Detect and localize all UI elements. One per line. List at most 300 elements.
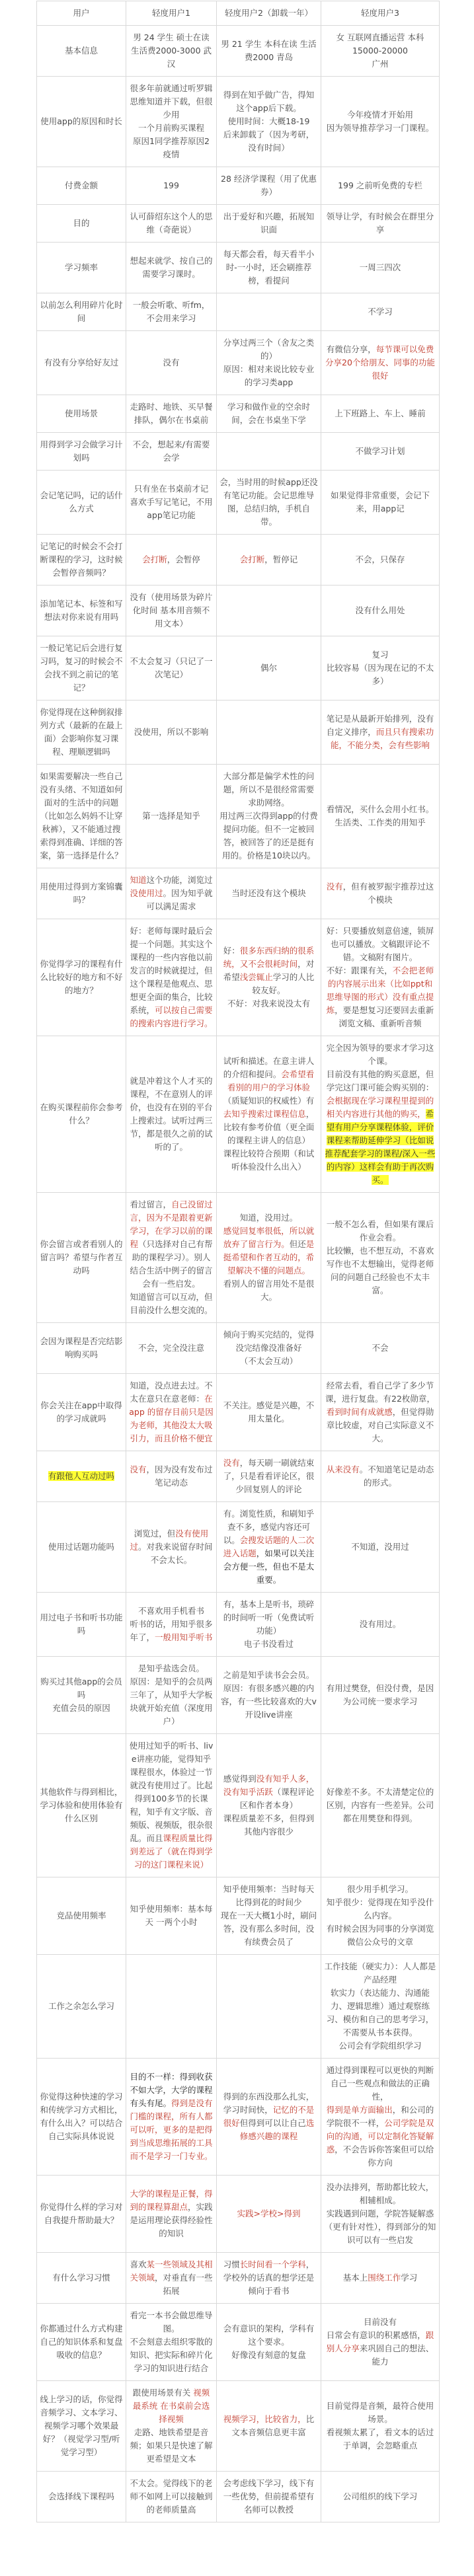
cell-line (40, 1238, 123, 1277)
cell-text: 不太会。觉得线下的老师不如网上可以接触到的老师质量高 (130, 2478, 213, 2515)
cell-text: 原因：相对来说比较专业的学习类app (223, 364, 315, 387)
user1-cell (126, 2472, 217, 2522)
cell-line (219, 887, 318, 900)
cell-line (324, 2271, 436, 2285)
cell-line (219, 1772, 318, 1812)
user3-cell (321, 1323, 440, 1374)
question-cell (37, 1877, 126, 1955)
cell-text: 工作技能（硬实力）：人人都是产品经理 (324, 1961, 436, 1985)
user1-cell (126, 167, 217, 205)
cell-line (40, 1786, 123, 1825)
table-row (37, 26, 440, 77)
cell-text: 工作之余怎么学习 (48, 2001, 114, 2011)
cell-text: 付费金额 (64, 180, 98, 190)
cell-line (324, 2181, 436, 2207)
cell-text: 比较容易（因为现在记的不太多） (326, 663, 434, 686)
cell-text: 日常会有意识的积累感悟， (326, 2330, 426, 2340)
cell-text: 听书的话，用知乎很多年了， (130, 1619, 213, 1642)
cell-line (324, 179, 436, 192)
cell-text: 。不知道笔记是动态的形式。 (359, 1464, 434, 1488)
table-row (37, 636, 440, 701)
cell-line (324, 662, 436, 688)
cell-line (324, 553, 436, 566)
emphasis-text: 长时间看一个学科 (239, 2259, 306, 2269)
cell-line (219, 2090, 318, 2143)
cell-line (129, 1903, 214, 1929)
cell-line (324, 407, 436, 420)
user1-cell (126, 2253, 217, 2304)
user1-cell (126, 636, 217, 701)
question-cell (37, 919, 126, 1036)
user1-cell (126, 919, 217, 1036)
emphasis-text: 会打断 (239, 554, 265, 564)
cell-text: 没使用，所以不影响 (134, 727, 209, 737)
user2-cell (217, 205, 321, 243)
user3-cell (321, 2472, 440, 2522)
user1-cell (126, 1734, 217, 1877)
user1-cell (126, 1877, 217, 1955)
cell-text: 会因为课程是否完结影响购买吗 (40, 1336, 123, 1359)
cell-line (219, 1055, 318, 1147)
cell-text: 你觉得现在这种倒叙排列方式（最新的在最上面）会影响你复习课程、理顺逻辑吗 (40, 707, 123, 757)
question-cell (37, 433, 126, 471)
cell-text: 不学习 (368, 307, 393, 317)
cell-line (219, 2322, 318, 2349)
cell-line (40, 2490, 123, 2503)
cell-text: 不好：对我来说没太有 (227, 999, 310, 1008)
user2-cell (217, 2176, 321, 2253)
cell-text: 如果需要解决一些自己没有头绪、不知道如何面对的生活中的问题（比如怎么妈妈不让穿秋裤），又不能通过搜索得到准确、详细的答案，第一选择是什么？ (40, 771, 123, 860)
cell-text: 公司组织的线下学习 (342, 2491, 418, 2501)
cell-line (324, 1342, 436, 1355)
cell-line (219, 810, 318, 862)
cell-text: 用过两三次得到app的付费提问功能。但不一定被回答，被回答了的还是挺有用的。价格是10块以内。 (219, 811, 318, 860)
cell-line (219, 1355, 318, 1368)
cell-line (40, 2090, 123, 2143)
cell-text: 原因：有很多感兴趣的内容，有一些比较喜欢的大v开设live讲座 (221, 1683, 317, 1720)
cell-line (40, 1101, 123, 1127)
cell-line (324, 1786, 436, 1825)
cell-line (40, 958, 123, 997)
cell-text: 学习和做作业的空余时间，会在书桌坐下学 (227, 402, 310, 425)
user3-cell (321, 331, 440, 395)
table-row (37, 293, 440, 331)
table-row (37, 586, 440, 636)
emphasis-text: 视频最系统 在书桌前会选择视频 (132, 2388, 210, 2424)
cell-text: 不好：跟课有关， (326, 966, 393, 975)
cell-line (219, 1638, 318, 1651)
user2-cell (217, 1374, 321, 1451)
cell-line (219, 553, 318, 566)
table-row (37, 1193, 440, 1323)
table-row (37, 167, 440, 205)
user3-cell (321, 868, 440, 919)
user2-cell (217, 1955, 321, 2059)
emphasis-text: 课程质量比得到差远了（就在得到学习的这门课程来说） (130, 1833, 213, 1870)
emphasis-text: 会希望看看别的用户的学习体验 (227, 1069, 315, 1092)
cell-text: 学习的人比较友好。 (252, 972, 315, 995)
cell-line (324, 2316, 436, 2329)
question-cell (37, 1036, 126, 1193)
cell-line (324, 210, 436, 237)
table-header-row (37, 1, 440, 26)
emphasis-text: 公司学院是双向的沟通，可以定制化答疑解惑 (326, 2118, 434, 2154)
cell-text: 知乎使用频率：基本每天 一两个小时 (130, 1904, 213, 1927)
cell-text: 基本信息 (64, 46, 98, 56)
cell-text: 添加笔记本、标签和写想法对你来说有用吗 (40, 599, 123, 622)
cell-text: 男 21 学生 本科在读 生活费2000 青岛 (221, 39, 317, 62)
cell-line (40, 179, 123, 192)
cell-line (324, 2426, 436, 2452)
cell-line (40, 217, 123, 230)
cell-text: 每天都会看，每天看半小时-一小时，还会刷推荐榜，看提问 (223, 249, 315, 285)
question-cell (37, 395, 126, 433)
user1-cell (126, 1502, 217, 1593)
cell-line (129, 1291, 214, 1317)
cell-line (129, 2386, 214, 2426)
user1-cell (126, 395, 217, 433)
user2-cell (217, 1593, 321, 1657)
cell-text: 以前怎么利用碎片化时间 (40, 300, 123, 323)
user2-cell (217, 2381, 321, 2472)
cell-text: 不喜欢用手机看书 (138, 1606, 204, 1616)
cell-line (219, 2207, 318, 2220)
user2-cell (217, 1877, 321, 1955)
header-cell-user1: 轻度用户1 (126, 1, 217, 26)
cell-text: 199 之前听免费的专栏 (338, 180, 422, 190)
cell-text: 好：老师每课时最后会提一个问题。其实这个课程的一些内容他以前发言的时候就提过，但这个课程是他观点、思想更全面的集合，比较系统， (130, 926, 213, 1015)
cell-text: 没有用过。 (359, 1619, 401, 1629)
cell-text: 课程质量差不多，但得到其他内容很少 (223, 1813, 315, 1837)
cell-line (219, 2258, 318, 2298)
cell-text: ，对希望 (223, 959, 315, 982)
cell-text: 会有意识的架构，学科有这个要求。 (223, 2324, 315, 2347)
cell-text: 男 24 学生 硕士在读 生活费2000-3000 武汉 (130, 32, 212, 69)
cell-text: ，会暂停 (167, 554, 200, 564)
cell-line (324, 1068, 436, 1187)
user3-cell (321, 919, 440, 1036)
cell-line (219, 210, 318, 237)
cell-line (40, 2201, 123, 2227)
cell-line (219, 363, 318, 389)
cell-line (129, 2477, 214, 2517)
highlighted-text: 希望有用户分享课程体验，评价课程来帮助延伸学习（比如说推荐配套学习的课程/深入一些的内容）这样会有助于再次购买。 (325, 1109, 436, 1185)
user1-cell (126, 331, 217, 395)
user2-cell (217, 1451, 321, 1502)
table-row (37, 1374, 440, 1451)
cell-line (219, 662, 318, 675)
cell-text: 很少用手机学习。 (346, 1884, 413, 1894)
cell-text: 这个功能，浏览过 (146, 875, 213, 885)
table-row (37, 868, 440, 919)
emphasis-text: 记忆的不是很好 (223, 2105, 315, 2128)
table-row (37, 77, 440, 167)
cell-line (40, 642, 123, 695)
user3-cell (321, 1657, 440, 1734)
cell-line (129, 1198, 214, 1291)
user1-cell (126, 243, 217, 293)
emphasis-text: 在app 的留存目前只是因为老师，其他没太大吸引力，而且价格不便宜 (129, 1394, 214, 1443)
user1-cell (126, 2381, 217, 2472)
emphasis-text: 而且只有搜索功能，不能分类，会有些影响 (330, 727, 434, 750)
cell-text: 原因1同学推荐原因2疫情 (133, 136, 210, 159)
cell-line (324, 712, 436, 752)
cell-text: ，不会告诉你答案但可以给你方向 (335, 2144, 434, 2168)
cell-text: 倾向于购买完结的，觉得没完结像没准备好 (223, 1330, 315, 1353)
cell-text: 看视频太累了，看文本的话过于单调，会忽略重点 (326, 2427, 434, 2450)
table-row (37, 2253, 440, 2304)
cell-text: 不会，完全没注意 (138, 1343, 204, 1353)
highlighted-text: 有跟他人互动过吗 (48, 1471, 114, 1481)
cell-line (324, 122, 436, 135)
emphasis-text: 没有 (326, 882, 343, 891)
user1-cell (126, 205, 217, 243)
cell-line (40, 540, 123, 580)
cell-line (219, 1669, 318, 1682)
cell-text: 一周三四次 (359, 262, 401, 272)
user1-cell (126, 868, 217, 919)
user2-cell (217, 586, 321, 636)
user2-cell (217, 433, 321, 471)
emphasis-text: 会根据现在学习课程里提到的相关内容进行其他的购买， (326, 1096, 434, 1119)
cell-text: 有，基本上是听书，琐碎的时间听一听（免费试听功能） (223, 1599, 315, 1636)
user3-cell (321, 586, 440, 636)
cell-text: 目的 (73, 218, 90, 228)
cell-text: 没有（使用场景为碎片化时间 基本用音频不用文本） (130, 592, 213, 628)
cell-text: 不会刻意去组织零散的知识、把实际和碎片化学习的知识进行结合 (130, 2337, 213, 2373)
user2-cell (217, 868, 321, 919)
question-cell (37, 2176, 126, 2253)
table-row (37, 1323, 440, 1374)
cell-line (219, 248, 318, 287)
user1-cell (126, 2176, 217, 2253)
table-row (37, 535, 440, 586)
emphasis-text: 大学的课程是正餐，得到的课程算甜点 (130, 2189, 213, 2212)
cell-text: 199 (163, 180, 179, 190)
cell-text: 广州 (372, 59, 389, 69)
user1-cell (126, 26, 217, 77)
cell-line (129, 299, 214, 312)
cell-text: 竞品使用频率 (56, 1911, 106, 1920)
cell-text: 基本上 (342, 2273, 368, 2283)
user3-cell (321, 765, 440, 868)
question-cell (37, 868, 126, 919)
cell-text: 得到在知乎做广告，得知这个app后下载。 (223, 90, 315, 113)
cell-line (40, 2000, 123, 2013)
cell-line (324, 1463, 436, 1490)
cell-text: 在购买课程前你会参考什么？ (40, 1102, 123, 1125)
cell-text: 今年疫情才开始用 (346, 110, 413, 120)
cell-line (219, 1507, 318, 1587)
cell-line (324, 2329, 436, 2368)
cell-line (129, 1527, 214, 1567)
cell-text: 跟使用场景有关 (132, 2388, 194, 2398)
cell-line (324, 305, 436, 319)
question-cell (37, 243, 126, 293)
table-row (37, 1451, 440, 1502)
user3-cell (321, 433, 440, 471)
cell-line (40, 1399, 123, 1425)
cell-text: 原因：是知乎的会员两三年了，从知乎大学板块就开始充值（深度用户） (130, 1677, 213, 1726)
cell-text: 但还 (289, 1239, 306, 1249)
cell-line (40, 44, 123, 57)
cell-text: 你会关注在app中取得的学习成就吗 (40, 1400, 122, 1423)
cell-text: 看过留言， (130, 1199, 171, 1209)
cell-text: 你觉得这种快速的学习和传统学习方式相比，有什么出入？可以结合自己实际具体说说 (40, 2092, 123, 2141)
user3-cell (321, 205, 440, 243)
cell-line (129, 2426, 214, 2466)
cell-text: 因为领导推荐学习一门课程。 (326, 123, 434, 133)
user1-cell (126, 586, 217, 636)
cell-text: ，学校外的话真的想学还是倾向于看书 (223, 2259, 315, 2296)
cell-line (219, 2477, 318, 2517)
cell-line (324, 57, 436, 71)
cell-text: ，但有被罗振宇推荐过这个模块 (342, 882, 434, 905)
cell-text: 你都通过什么方式构建自己的知识体系和复盘吸收的信息？ (40, 2324, 123, 2360)
cell-line (40, 1470, 123, 1483)
cell-line (40, 880, 123, 907)
cell-line (129, 1342, 214, 1355)
cell-text: 后来卸载了（因为考研，没有时间） (223, 130, 315, 153)
user1-cell (126, 433, 217, 471)
user3-cell (321, 26, 440, 77)
question-cell (37, 2381, 126, 2472)
user2-cell (217, 1734, 321, 1877)
question-cell (37, 1593, 126, 1657)
cell-text: 笔记是从最新开始排列，没有自定义排序， (326, 714, 434, 737)
user1-cell (126, 1593, 217, 1657)
cell-text: ，对垂直有一些拓展 (155, 2273, 213, 2296)
table-row (37, 765, 440, 868)
user3-cell (321, 535, 440, 586)
question-cell (37, 1657, 126, 1734)
cell-text: 得到的东西没那么扎实，学习时间快， (223, 2092, 315, 2115)
cell-line (129, 2187, 214, 2240)
cell-line (324, 343, 436, 383)
cell-line (324, 2490, 436, 2503)
emphasis-text: 没有 (130, 1464, 147, 1474)
cell-line (219, 1812, 318, 1838)
cell-text: 生活类、工作类的用知乎 (335, 817, 426, 827)
cell-line (40, 597, 123, 624)
cell-text: 其他软件与得到相比，学习体验和使用体验有什么区别 (40, 1787, 123, 1823)
cell-line (219, 1225, 318, 1277)
cell-text: 浏览过，但 (134, 1529, 176, 1538)
user1-cell (126, 1323, 217, 1374)
cell-line (324, 445, 436, 458)
table-row (37, 1955, 440, 2059)
cell-text: 经常去看，看自己学了多少节课，进行复盘。有22枚勋章， (325, 1381, 435, 1404)
question-cell (37, 331, 126, 395)
cell-line (129, 1463, 214, 1490)
cell-text: 女 互联网直播运营 本科 (336, 32, 424, 42)
emphasis-text: 没使用过 (130, 888, 163, 898)
cell-text: 想起来就学、按自己的需要学习课时。 (130, 256, 213, 279)
user2-cell (217, 331, 321, 395)
cell-line (324, 1987, 436, 2039)
question-cell (37, 77, 126, 167)
cell-line (324, 2064, 436, 2103)
user1-cell (126, 1374, 217, 1451)
cell-text: 没有什么用处 (355, 605, 405, 615)
cell-line (324, 261, 436, 274)
cell-text: 比较懒，也不想互动，不喜欢写作也不太想输出，觉得老师问的问题自己经验也不太丰富。 (326, 1246, 434, 1295)
cell-text: 知道，没点进去过。不太在意只在意老师： (130, 1381, 213, 1404)
cell-text: 使用场景 (64, 408, 98, 418)
cell-text: ，暂停记 (264, 554, 298, 564)
cell-text: 比文本音频信息更丰富 (231, 2414, 315, 2437)
cell-text: 知道，没用过。 (239, 1213, 298, 1223)
cell-text: ，比较有参考价值（更全面的课程主讲人的信息） (223, 1109, 315, 1145)
cell-line (324, 1218, 436, 1244)
user2-cell (217, 1193, 321, 1323)
cell-text: 看情况，买什么会用小红书。 (326, 804, 434, 814)
emphasis-text: 没有知乎人多，没有知乎活跃 (223, 1774, 315, 1797)
cell-text: 如果觉得非常重要，会记下来，用app记 (330, 490, 430, 513)
user2-cell (217, 167, 321, 205)
emphasis-text: 可以按自己需要的搜索内容进行学习。 (130, 1005, 213, 1028)
cell-line (40, 2322, 123, 2362)
emphasis-text: 每节课可以免费分享20个给朋友、同事的功能很好 (325, 344, 435, 381)
table-row (37, 2176, 440, 2253)
cell-line (129, 254, 214, 281)
cell-text: 看别人的留言用处不是很大。 (223, 1279, 315, 1302)
user2-cell (217, 293, 321, 331)
cell-text: 来巩固自己的想法、能力 (359, 2343, 434, 2367)
cell-line (219, 770, 318, 810)
cell-text: ，实践是运用理论获得经验性的知识 (130, 2202, 213, 2238)
cell-text: 一般会听歌、听fm， (132, 300, 210, 310)
user2-cell (217, 636, 321, 701)
cell-text: 学习频率 (64, 262, 98, 272)
question-cell (37, 2059, 126, 2176)
cell-line (324, 489, 436, 515)
cell-line (219, 1909, 318, 1949)
user3-cell (321, 77, 440, 167)
header-cell-user3: 轻度用户3 (321, 1, 440, 26)
cell-text: 软实力（表达能力、沟通能力、逻辑思维）通过观察练习、模仿和自己的思考学习，不需要从书本获得。 (326, 1988, 434, 2037)
question-cell (37, 205, 126, 243)
cell-line (324, 925, 436, 964)
cell-text: 只有坐在书桌前才记 (134, 484, 209, 494)
user1-cell (126, 1193, 217, 1323)
cell-text: ，要是想复习还要回去重新浏览文稿、重新听音频 (335, 1005, 434, 1028)
cell-line (324, 108, 436, 122)
emphasis-text: 是挺希望和作者互动的，希望解决不懂的问题点。 (223, 1239, 315, 1275)
user3-cell (321, 1593, 440, 1657)
table-row (37, 433, 440, 471)
cell-text: 不会 (372, 1343, 389, 1353)
user3-cell (321, 1734, 440, 1877)
user2-cell (217, 1502, 321, 1593)
cell-text: 喜欢 (130, 2259, 147, 2269)
cell-text: 知乎很少：觉得现在知乎没什么内容。 (326, 1897, 434, 1920)
cell-text: 你觉得学习的课程有什么比较好的地方和不好的地方？ (40, 959, 123, 995)
question-cell (37, 1193, 126, 1323)
cell-text: 好：只要播放刻意倍速，锁屏也可以播放。文稿跟评论不错。文稿附有图片。 (326, 926, 434, 962)
emphasis-text: 实践>学校>得到 (237, 2209, 301, 2218)
cell-text: 大部分都是偏学术性的问题，所以不是很经常需要求助网络。 (223, 771, 315, 808)
cell-text: 使用时间：大概18-19 (227, 116, 310, 126)
user2-cell (217, 1323, 321, 1374)
cell-line (129, 591, 214, 630)
user2-cell (217, 765, 321, 868)
cell-text: （课程评论区和作者本身） (239, 1787, 315, 1810)
user3-cell (321, 243, 440, 293)
cell-text: 15000-20000 (352, 46, 409, 56)
table-row (37, 919, 440, 1036)
cell-line (40, 1909, 123, 1922)
